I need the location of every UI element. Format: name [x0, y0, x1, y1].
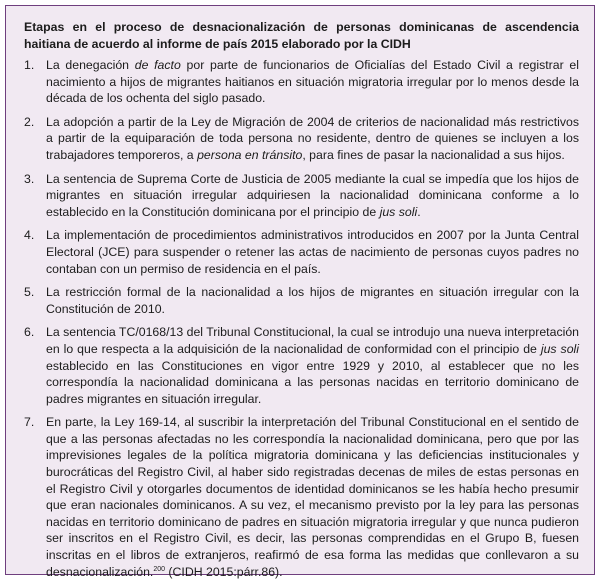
item-text: La sentencia TC/0168/13 del Tribunal Constitucional, la cual se introdujo una nueva interpretación en lo que respecta a la adquisición de la nacionalidad de conformidad con el principio de jus soli establecido en las Constituciones en vigor entre 1929 y 2010, al establecer que no les correspondía la nacionalidad dominicana a las personas nacidas en territorio dominicano de padres migrantes en situación irregular.	[46, 325, 579, 406]
item-text: En parte, la Ley 169-14, al suscribir la interpretación del Tribunal Constitucional en el sentido de que a las personas afectadas no les correspondía la nacionalidad dominicana, pero que por las imprevisiones legales de la política migratoria dominicana y las deficiencias institucionales y burocráticas del Registro Civil, al haber sido registradas decenas de miles de estas personas en el Registro Civil y otorgarles documentos de identidad dominicanos se les había hecho presumir que eran nacionales dominicanos. A su vez, el mecanismo previsto por la ley para las personas nacidas en territorio dominicano de padres en situación migratoria irregular y que nunca pudieron ser inscritos en el Registro Civil, es decir, las personas comprendidas en el Grupo B, fuesen inscritas en el libros de extranjeros, reafirmó de esa forma las medidas que conllevaron a su desnacionalización.$^{200}$ (CIDH 2015:párr.86).	[46, 415, 579, 579]
item-number: 6.	[24, 325, 35, 340]
item-number: 4.	[24, 228, 35, 243]
item-text: La sentencia de Suprema Corte de Justicia de 2005 mediante la cual se impedía que los hijos de migrantes en situación irregular adquiriesen la nacionalidad dominicana conforme a lo establecido en la Constitución dominicana por el principio de jus soli.	[46, 171, 579, 219]
item-text: La restricción formal de la nacionalidad a los hijos de migrantes en situación irregular con la Constitución de 2010.	[46, 285, 579, 316]
citation: (CIDH 2015:párr.86).	[165, 564, 283, 579]
item-number: 2.	[24, 114, 35, 129]
list-item	[24, 171, 579, 221]
text-box	[5, 5, 595, 579]
list-item	[24, 414, 579, 580]
list-item	[24, 227, 579, 277]
list-item	[24, 114, 579, 164]
footnote-ref: 200	[153, 565, 166, 573]
item-number: 7.	[24, 415, 35, 430]
list-item	[24, 57, 579, 107]
box-title: Etapas en el proceso de desnacionalización de personas dominicanas de ascendencia haitiana de acuerdo al informe de país 2015 elaborado por la CIDH	[24, 20, 579, 51]
item-text: La denegación de facto por parte de funcionarios de Oficialías del Estado Civil a registrar el nacimiento a hijos de migrantes haitianos en situación migratoria irregular por lo menos desde la década de los ochenta del siglo pasado.	[46, 58, 579, 106]
item-text: La implementación de procedimientos administrativos introducidos en 2007 por la Junta Central Electoral (JCE) para suspender o retener las actas de nacimiento de personas cuyos padres no contaban con un permiso de residencia en el país.	[46, 228, 579, 276]
list-item	[24, 324, 579, 407]
list-item	[24, 284, 579, 317]
item-number: 3.	[24, 171, 35, 186]
item-number: 5.	[24, 285, 35, 300]
item-text: La adopción a partir de la Ley de Migración de 2004 de criterios de nacionalidad más restrictivos a partir de la equiparación de toda persona no residente, dentro de quienes se incluyen a los trabajadores temporeros, a persona en tránsito, para fines de pasar la nacionalidad a sus hijos.	[46, 114, 579, 162]
stages-list	[24, 57, 579, 580]
item-number: 1.	[24, 58, 35, 72]
